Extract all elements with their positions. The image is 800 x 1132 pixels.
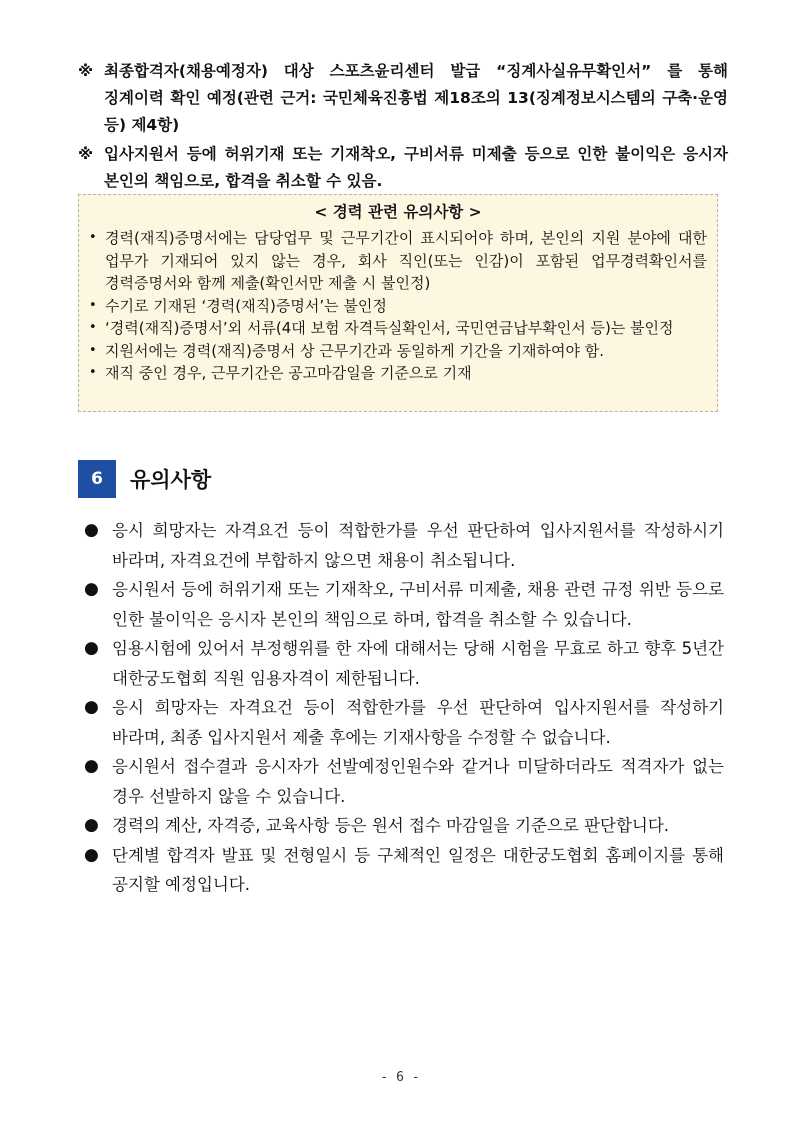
note-text: 입사지원서 등에 허위기재 또는 기재착오, 구비서류 미제출 등으로 인한 불이익은 응시자 본인의 책임으로, 합격을 취소할 수 있음. xyxy=(104,145,728,190)
list-item xyxy=(84,634,724,693)
bullet-circle-icon: ● xyxy=(84,756,99,776)
career-box-item xyxy=(89,362,707,385)
bullet-dot: • xyxy=(89,297,97,313)
list-item xyxy=(84,575,724,634)
section-title: 유의사항 xyxy=(130,468,212,492)
note-disciplinary-check xyxy=(78,58,728,139)
bullet-circle-icon: ● xyxy=(84,815,99,835)
career-box-item xyxy=(89,295,707,318)
bullet-circle-icon: ● xyxy=(84,844,99,865)
list-item xyxy=(84,752,724,811)
bullet-circle-icon: ● xyxy=(84,697,99,717)
section-number-badge: 6 xyxy=(78,460,116,498)
note-false-entry xyxy=(78,141,728,195)
list-item-text: 응시 희망자는 자격요건 등이 적합한가를 우선 판단하여 입사지원서를 작성하기 바라며, 최종 입사지원서 제출 후에는 기재사항을 수정할 수 없습니다. xyxy=(112,698,724,747)
bullet-dot: • xyxy=(89,365,97,380)
list-item-text: 단계별 합격자 발표 및 전형일시 등 구체적인 일정은 대한궁도협회 홈페이지를 통해 공지할 예정입니다. xyxy=(112,845,724,894)
bullet-circle-icon: ● xyxy=(84,579,99,599)
bullet-dot: • xyxy=(89,342,97,358)
bullet-dot: • xyxy=(89,230,97,245)
bullet-circle-icon: ● xyxy=(84,520,99,540)
career-box-item xyxy=(89,317,707,340)
note-mark: ※ xyxy=(78,145,94,163)
top-notes xyxy=(78,58,728,197)
note-mark: ※ xyxy=(78,62,94,80)
notice-list xyxy=(84,516,724,900)
list-item-text: 응시원서 등에 허위기재 또는 기재착오, 구비서류 미제출, 채용 관련 규정 위반 등으로 인한 불이익은 응시자 본인의 책임으로 하며, 합격을 취소할 수 있습니다. xyxy=(112,580,724,629)
career-box-item xyxy=(89,340,707,363)
list-item-text: 응시 희망자는 자격요건 등이 적합한가를 우선 판단하여 입사지원서를 작성하시기 바라며, 자격요건에 부합하지 않으면 채용이 취소됩니다. xyxy=(112,521,724,570)
career-caution-box xyxy=(78,194,718,412)
career-box-title: < 경력 관련 유의사항 > xyxy=(314,203,482,221)
note-text: 최종합격자(채용예정자) 대상 스포츠윤리센터 발급 “징계사실유무확인서” 를 통해 징계이력 확인 예정(관련 근거: 국민체육진흥법 제18조의 13(징계정보시스템의 구축·운영 등) 제4항) xyxy=(104,62,728,134)
career-box-list xyxy=(89,227,707,385)
career-box-item-text: 재직 중인 경우, 근무기간은 공고마감일을 기준으로 기재 xyxy=(105,364,472,382)
list-item xyxy=(84,811,724,841)
career-box-item xyxy=(89,227,707,295)
list-item-text: 경력의 계산, 자격증, 교육사항 등은 원서 접수 마감일을 기준으로 판단합니다. xyxy=(112,816,670,835)
career-box-item-text: 수기로 기재된 ‘경력(재직)증명서’는 불인정 xyxy=(105,296,387,315)
list-item-text: 응시원서 접수결과 응시자가 선발예정인원수와 같거나 미달하더라도 적격자가 없는 경우 선발하지 않을 수 있습니다. xyxy=(112,757,724,806)
bullet-dot: • xyxy=(89,320,97,335)
page-number: - 6 - xyxy=(380,1070,420,1085)
list-item-text: 임용시험에 있어서 부정행위를 한 자에 대해서는 당해 시험을 무효로 하고 향후 5년간 대한궁도협회 직원 임용자격이 제한됩니다. xyxy=(112,639,724,688)
list-item xyxy=(84,516,724,575)
career-box-item-text: 지원서에는 경력(재직)증명서 상 근무기간과 동일하게 기간을 기재하여야 함. xyxy=(105,341,605,360)
list-item xyxy=(84,693,724,752)
career-box-item-text: 경력(재직)증명서에는 담당업무 및 근무기간이 표시되어야 하며, 본인의 지원 분야에 대한 업무가 기재되어 있지 않는 경우, 회사 직인(또는 인감)이 포함된 업무경력확인서를 경력증명서와 함께 제출(확인서만 제출 시 불인정) xyxy=(105,229,707,292)
career-box-item-text: ‘경력(재직)증명서’외 서류(4대 보험 자격득실확인서, 국민연금납부확인서 등)는 불인정 xyxy=(105,319,674,337)
bullet-circle-icon: ● xyxy=(84,638,99,658)
section-header xyxy=(78,460,211,498)
list-item xyxy=(84,841,724,900)
